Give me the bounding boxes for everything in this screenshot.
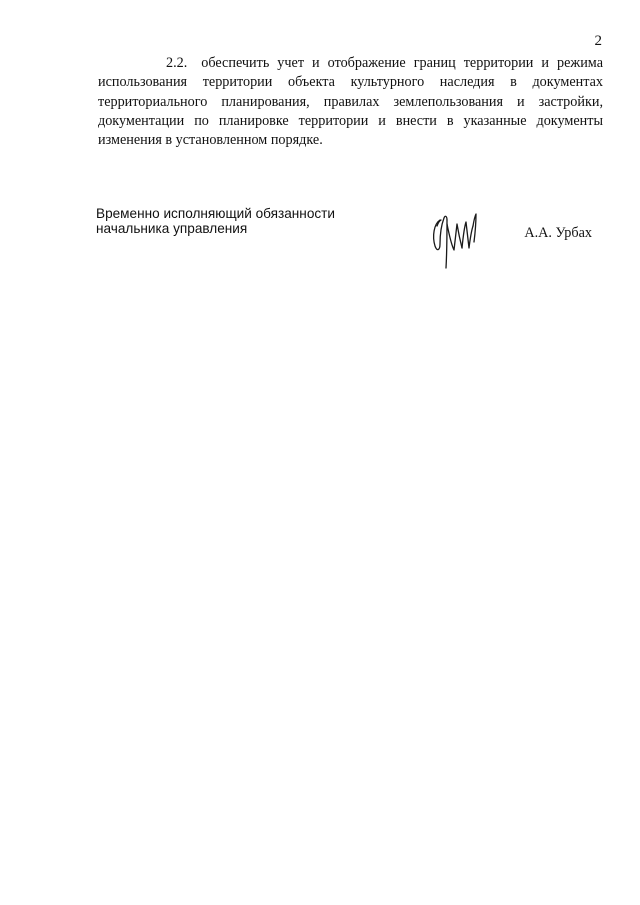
signer-title-line-1: Временно исполняющий обязанности — [96, 206, 335, 221]
paragraph-text: обеспечить учет и отображение границ территории и режима использования территории объекта культурного наследия в документах территориального планирования, правилах землепользования и застройки, документации по планировке территории и внести в указанные документы изменения в установленном порядке. — [98, 55, 603, 149]
signer-title — [96, 206, 335, 236]
handwritten-signature — [426, 206, 486, 272]
signature-block — [96, 206, 606, 276]
paragraph-2-2 — [98, 54, 603, 150]
page-number: 2 — [594, 33, 602, 49]
signer-title-line-2: начальника управления — [96, 221, 248, 236]
signer-name: А.А. Урбах — [524, 225, 592, 241]
item-number: 2.2. — [166, 55, 188, 71]
